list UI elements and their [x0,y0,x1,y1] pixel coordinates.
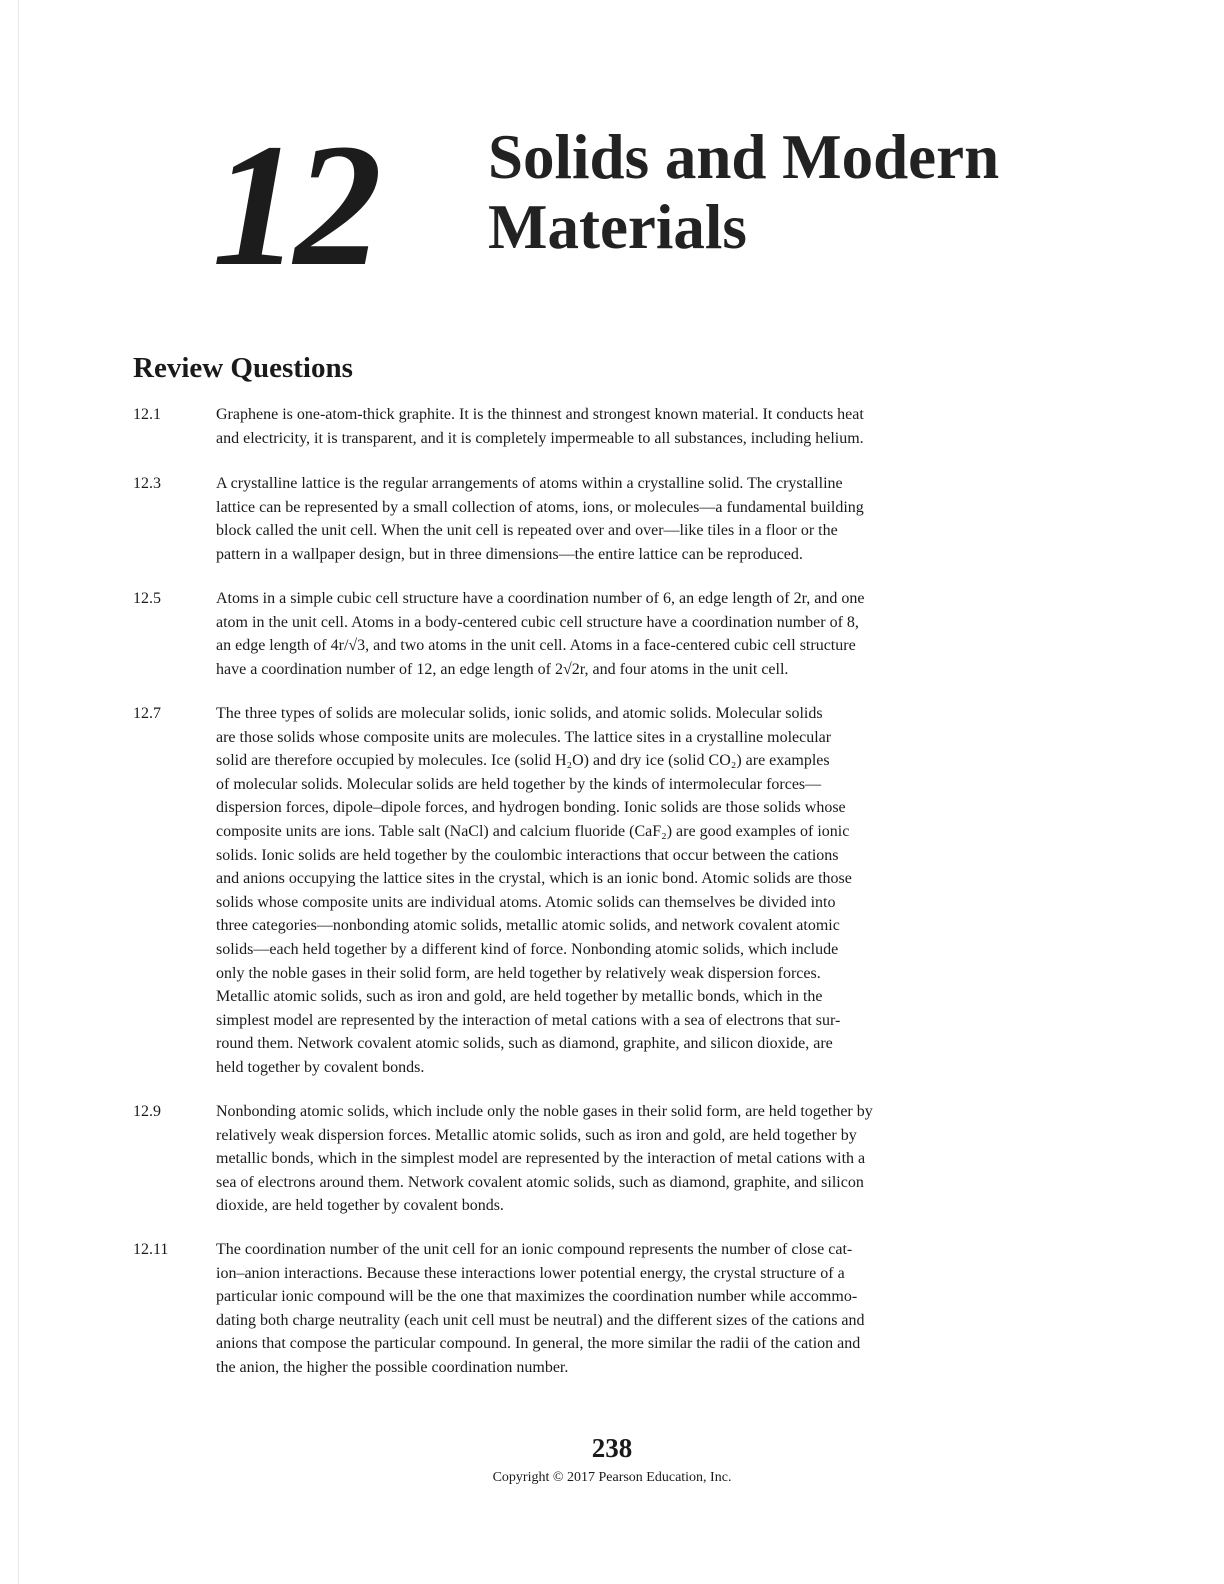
text-line: solid are therefore occupied by molecules. Ice (solid H₂O) and dry ice (solid CO₂) are examples [216,752,830,770]
text-line: only the noble gases in their solid form, are held together by relatively weak dispersion forces. [216,964,821,982]
text-line: block called the unit cell. When the unit cell is repeated over and over—like tiles in a floor or the [216,522,838,540]
text-line: pattern in a wallpaper design, but in three dimensions—the entire lattice can be reproduced. [216,545,803,563]
page-edge-line [18,0,19,1584]
text-line: solids—each held together by a different kind of force. Nonbonding atomic solids, which include [216,940,839,958]
question-number: 12.9 [133,1103,161,1120]
page-number: 238 [591,1433,633,1463]
question-text [216,587,990,681]
text-line: Metallic atomic solids, such as iron and gold, are held together by metallic bonds, which in the [216,988,823,1006]
text-line: an edge length of 4r/√3, and two atoms in the unit cell. Atoms in a face-centered cubic cell structure [216,637,856,655]
text-line: lattice can be represented by a small collection of atoms, ions, or molecules—a fundamental building [216,498,864,516]
text-line: dioxide, are held together by covalent bonds. [216,1197,504,1215]
text-line: of molecular solids. Molecular solids are held together by the kinds of intermolecular forces— [216,775,822,793]
question-number: 12.3 [133,475,161,492]
text-line: dispersion forces, dipole–dipole forces, and hydrogen bonding. Ionic solids are those solids whose [216,799,846,817]
text-line: The three types of solids are molecular solids, ionic solids, and atomic solids. Molecular solids [216,705,823,722]
text-line: atom in the unit cell. Atoms in a body-centered cubic cell structure have a coordination number of 8, [216,613,859,631]
text-line: are those solids whose composite units are molecules. The lattice sites in a crystalline molecular [216,728,832,746]
question-number: 12.11 [133,1241,169,1258]
text-line: ion–anion interactions. Because these interactions lower potential energy, the crystal structure of a [216,1264,845,1282]
text-line: metallic bonds, which in the simplest model are represented by the interaction of metal cations with a [216,1150,866,1168]
text-line: simplest model are represented by the interaction of metal cations with a sea of electrons that sur- [216,1011,841,1029]
text-line: particular ionic compound will be the one that maximizes the coordination number while accommo- [216,1288,858,1306]
chapter-number: 12 [212,108,376,303]
text-line: relatively weak dispersion forces. Metallic atomic solids, such as iron and gold, are held together by [216,1126,857,1144]
text-line: Nonbonding atomic solids, which include only the noble gases in their solid form, are held together by [216,1103,873,1120]
text-line: dating both charge neutrality (each unit cell must be neutral) and the different sizes of the cations and [216,1311,865,1329]
question-number: 12.7 [133,705,161,722]
text-line: A crystalline lattice is the regular arrangements of atoms within a crystalline solid. The crystalline [216,475,843,492]
question-text [216,403,990,450]
text-line: have a coordination number of 12, an edge length of 2√2r, and four atoms in the unit cell. [216,660,789,678]
text-line: anions that compose the particular compound. In general, the more similar the radii of the cation and [216,1335,861,1353]
text-line: Graphene is one-atom-thick graphite. It is the thinnest and strongest known material. It conducts heat [216,406,864,423]
question-number: 12.5 [133,590,161,607]
text-line: Atoms in a simple cubic cell structure have a coordination number of 6, an edge length of 2r, and one [216,590,865,607]
text-line: three categories—nonbonding atomic solids, metallic atomic solids, and network covalent atomic [216,917,840,935]
chapter-title [488,122,999,262]
question-text [216,472,990,566]
text-line: round them. Network covalent atomic solids, such as diamond, graphite, and silicon dioxide, are [216,1035,833,1053]
copyright-notice: Copyright © 2017 Pearson Education, Inc. [492,1470,732,1485]
text-line: solids. Ionic solids are held together by the coulombic interactions that occur between the cations [216,846,839,864]
text-line: solids whose composite units are individual atoms. Atomic solids can themselves be divided into [216,893,836,911]
text-line: The coordination number of the unit cell for an ionic compound represents the number of close cat- [216,1241,853,1258]
text-line: composite units are ions. Table salt (NaCl) and calcium fluoride (CaF₂) are good examples of ionic [216,822,850,840]
chapter-title-line-2: Materials [488,192,747,262]
section-heading: Review Questions [133,352,353,384]
question-text [216,1238,990,1380]
question-text [216,1100,990,1218]
text-line: held together by covalent bonds. [216,1058,425,1076]
text-line: and anions occupying the lattice sites in the crystal, which is an ionic bond. Atomic solids are those [216,870,852,888]
question-number: 12.1 [133,406,161,423]
text-line: the anion, the higher the possible coordination number. [216,1358,569,1376]
text-line: sea of electrons around them. Network covalent atomic solids, such as diamond, graphite, and silicon [216,1173,864,1191]
question-text [216,702,990,1080]
chapter-title-line-1: Solids and Modern [488,122,1000,192]
text-line: and electricity, it is transparent, and it is completely impermeable to all substances, including helium. [216,429,864,447]
